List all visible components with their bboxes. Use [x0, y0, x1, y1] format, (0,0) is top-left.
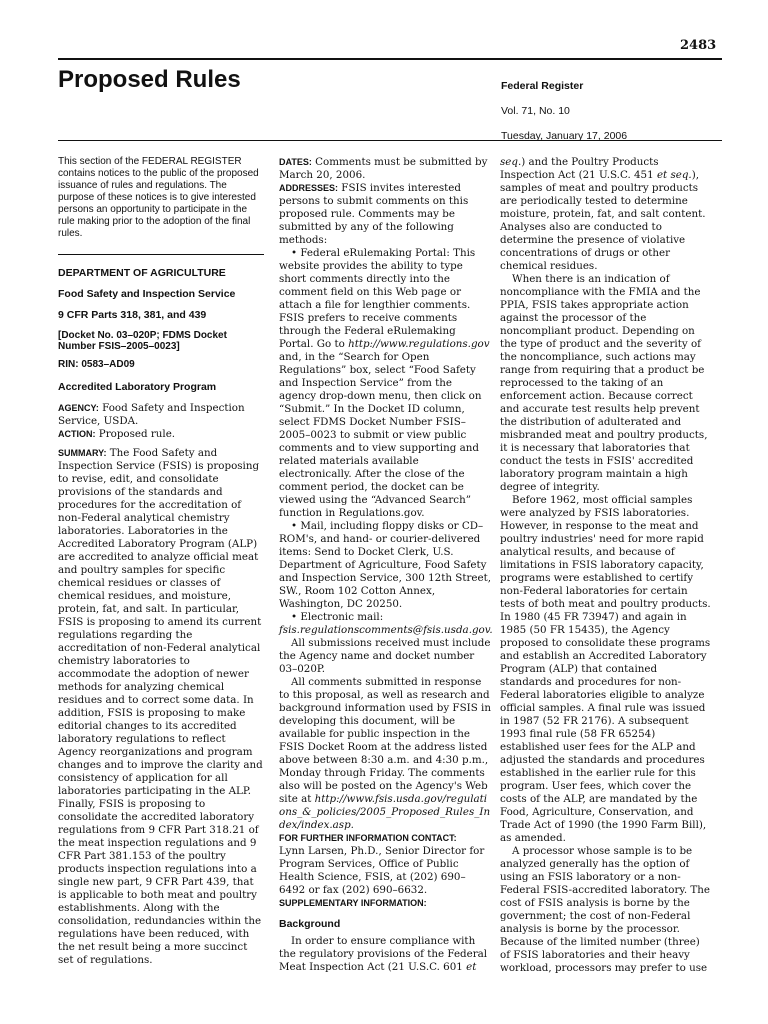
contact-text: Lynn Larsen, Ph.D., Senior Director for Program Services, Office of Public Health Science, FSIS, at (202) 690–6492 or fax (202) 690–6632.	[279, 845, 485, 896]
background-text: In order to ensure compliance with the regulatory provisions of the Federal Meat Inspection Act (21 U.S.C. 601	[279, 935, 488, 973]
action-text: Proposed rule.	[98, 428, 176, 440]
addresses-paragraph	[279, 182, 491, 247]
col3-paragraph-1	[500, 156, 712, 273]
col3-paragraph-2: When there is an indication of noncompliance with the FMIA and the PPIA, FSIS takes appropriate action against the processor of the noncompliant product. Depending on the type of product and the severity of the noncompliance, such actions may range from requiring that a product be reprocessed to the taking of an enforcement action. Because correct and accurate test results help prevent the distribution of adulterated and misbranded meat and poultry products, it is necessary that laboratories that conduct the tests in FSIS' accredited laboratory program maintain a high degree of integrity.	[500, 273, 708, 493]
submissions-paragraph: All submissions received must include the Agency name and docket number 03–020P.	[279, 637, 491, 675]
portal-text: • Federal eRulemaking Portal: This website provides the ability to type short comments directly into the comment field on this Web page or attach a file for lengthier comments. FSIS prefers to receive comments through the Federal eRulemaking Portal. Go to	[279, 247, 476, 350]
column-3	[500, 156, 712, 975]
summary-text: The Food Safety and Inspection Service (FSIS) is proposing to revise, edit, and consolidate provisions of the standards and procedures for the accreditation of non-Federal analytical chemistry laboratories. Laboratories in the Accredited Laboratory Program (ALP) are accredited to analyze official meat and poultry samples for specific chemical residues or classes of chemical residues, and moisture, protein, fat, and salt. In particular, FSIS is proposing to amend its current regulations regarding the accreditation of non-Federal analytical chemistry laboratories to accommodate the adoption of newer methods for analyzing chemical residues and to correct some data. In addition, FSIS is proposing to make editorial changes to its accredited laboratory regulations to reflect Agency reorganizations and program changes and to improve the clarity and consistency of application for all laboratories participating in the ALP. Finally, FSIS is proposing to consolidate the accredited laboratory regulations from 9 CFR Part 318.21 of the meat inspection regulations and 9 CFR Part 381.153 of the poultry products inspection regulations into a single new part, 9 CFR Part 439, that is applicable to both meat and poultry establishments. Along with the consolidation, redundancies within the regulations have been reduced, with the net result being a more succinct set of regulations.	[58, 447, 263, 966]
dates-label: DATES:	[279, 157, 312, 167]
et-italic: et	[466, 961, 477, 973]
rin-heading: RIN: 0583–AD09	[58, 359, 135, 370]
agency-label: AGENCY:	[58, 403, 99, 413]
col3-p1-mid: ) and the Poultry Products Inspection Act (21 U.S.C. 451	[500, 156, 659, 181]
summary-paragraph	[58, 447, 264, 967]
summary-label: SUMMARY:	[58, 448, 107, 458]
register-name: Federal Register	[501, 80, 584, 92]
dates-paragraph	[279, 156, 491, 182]
regulations-link[interactable]: http://www.regulations.gov	[348, 338, 490, 350]
email-address-text[interactable]: fsis.regulationscomments@fsis.usda.gov.	[279, 624, 493, 636]
addresses-label: ADDRESSES:	[279, 183, 339, 193]
top-rule	[58, 58, 722, 60]
fsis-link[interactable]: http://www.fsis.usda.gov/regulations_&_policies/2005_Proposed_Rules_Index/index.asp.	[279, 793, 491, 831]
col3-paragraph-3: Before 1962, most official samples were analyzed by FSIS laboratories. However, in response to the meat and poultry industries' need for more rapid analytical results, and because of limitations in FSIS laboratory capacity, programs were established to certify non-Federal laboratories for certain tests of both meat and poultry products. In 1980 (45 FR 73947) and again in 1985 (50 FR 15435), the Agency proposed to consolidate these programs and establish an Accredited Laboratory Program (ALP) that contained standards and procedures for non-Federal laboratories eligible to analyze official samples. A final rule was issued in 1987 (52 FR 2176). A subsequent 1993 final rule (58 FR 65254) established user fees for the ALP and adjusted the standards and procedures established in the earlier rule for this program. User fees, which cover the costs of the ALP, are mandated by the Food, Agriculture, Conservation, and Trade Act of 1990 (the 1990 Farm Bill), as amended.	[500, 494, 711, 844]
public-inspection-text: All comments submitted in response to this proposal, as well as research and background information used by FSIS in developing this document, will be available for public inspection in the FSIS Docket Room at the address listed above between 8:30 a.m. and 4:30 p.m., Monday through Friday. The comments also will be posted on the Agency's Web site at	[279, 676, 491, 805]
action-paragraph	[58, 428, 264, 441]
portal-bullet	[279, 247, 491, 520]
public-inspection-paragraph	[279, 676, 491, 832]
addresses-text: FSIS invites interested persons to submit comments on this proposed rule. Comments may be submitted by any of the following methods:	[279, 182, 469, 246]
agency-text: Food Safety and Inspection Service, USDA.	[58, 402, 245, 427]
contact-paragraph	[279, 832, 491, 897]
dates-text: Comments must be submitted by March 20, 2006.	[279, 156, 488, 181]
mail-bullet: • Mail, including floppy disks or CD–ROM's, and hand- or courier-delivered items: Send to Docket Clerk, U.S. Department of Agriculture, Food Safety and Inspection Service, 300 12th Street, SW., Room 102 Cotton Annex, Washington, DC 20250.	[279, 520, 491, 610]
preamble-box: This section of the FEDERAL REGISTER contains notices to the public of the proposed issuance of rules and regulations. The purpose of these notices is to give interested persons an opportunity to participate in the rule making prior to the adoption of the final rules.	[58, 156, 264, 255]
volume-number: Vol. 71, No. 10	[501, 105, 570, 117]
col3-paragraph-4: A processor whose sample is to be analyzed generally has the option of using an FSIS laboratory or a non-Federal FSIS-accredited laboratory. The cost of FSIS analysis is borne by the government; the cost of non-Federal analysis is borne by the processor. Because of the limited number (three) of FSIS laboratories and their heavy workload, processors may prefer to use	[500, 845, 710, 974]
issue-date: Tuesday, January 17, 2006	[501, 130, 628, 142]
header-rule	[58, 140, 722, 141]
email-bullet: • Electronic mail:	[291, 611, 384, 623]
cfr-heading: 9 CFR Parts 318, 381, and 439	[58, 309, 207, 321]
contact-label: FOR FURTHER INFORMATION CONTACT:	[279, 833, 457, 843]
etseq-italic: et seq.	[656, 169, 692, 181]
action-label: ACTION:	[58, 429, 96, 439]
column-2	[279, 156, 491, 974]
register-info	[501, 74, 627, 149]
section-title: Proposed Rules	[58, 66, 241, 93]
program-heading: Accredited Laboratory Program	[58, 381, 217, 393]
col3-p1-post: ), samples of meat and poultry products are periodically tested to determine moisture, protein, fat, and salt content. Analyses also are conducted to determine the presence of violative concentrations of drugs or other chemical residues.	[500, 169, 706, 272]
service-heading: Food Safety and Inspection Service	[58, 288, 236, 300]
seq-italic: seq.	[500, 156, 522, 168]
column-1	[58, 156, 264, 967]
docket-heading: [Docket No. 03–020P; FDMS Docket Number FSIS–2005–0023]	[58, 330, 227, 352]
page-number: 2483	[680, 38, 717, 53]
email-address[interactable]	[279, 624, 491, 637]
agency-paragraph	[58, 402, 264, 428]
portal-text-cont: and, in the “Search for Open Regulations” box, select “Food Safety and Inspection Service” from the agency drop-down menu, then click on “Submit.” In the Docket ID column, select FDMS Docket Number FSIS–2005–0023 to submit or view public comments and to view supporting and related materials available electronically. After the close of the comment period, the docket can be viewed using the “Advanced Search” function in Regulations.gov.	[279, 351, 482, 519]
department-heading: DEPARTMENT OF AGRICULTURE	[58, 267, 226, 279]
supplementary-label: SUPPLEMENTARY INFORMATION:	[279, 898, 427, 908]
background-paragraph	[279, 935, 491, 974]
background-heading: Background	[279, 918, 341, 930]
supplementary-paragraph	[279, 897, 491, 910]
